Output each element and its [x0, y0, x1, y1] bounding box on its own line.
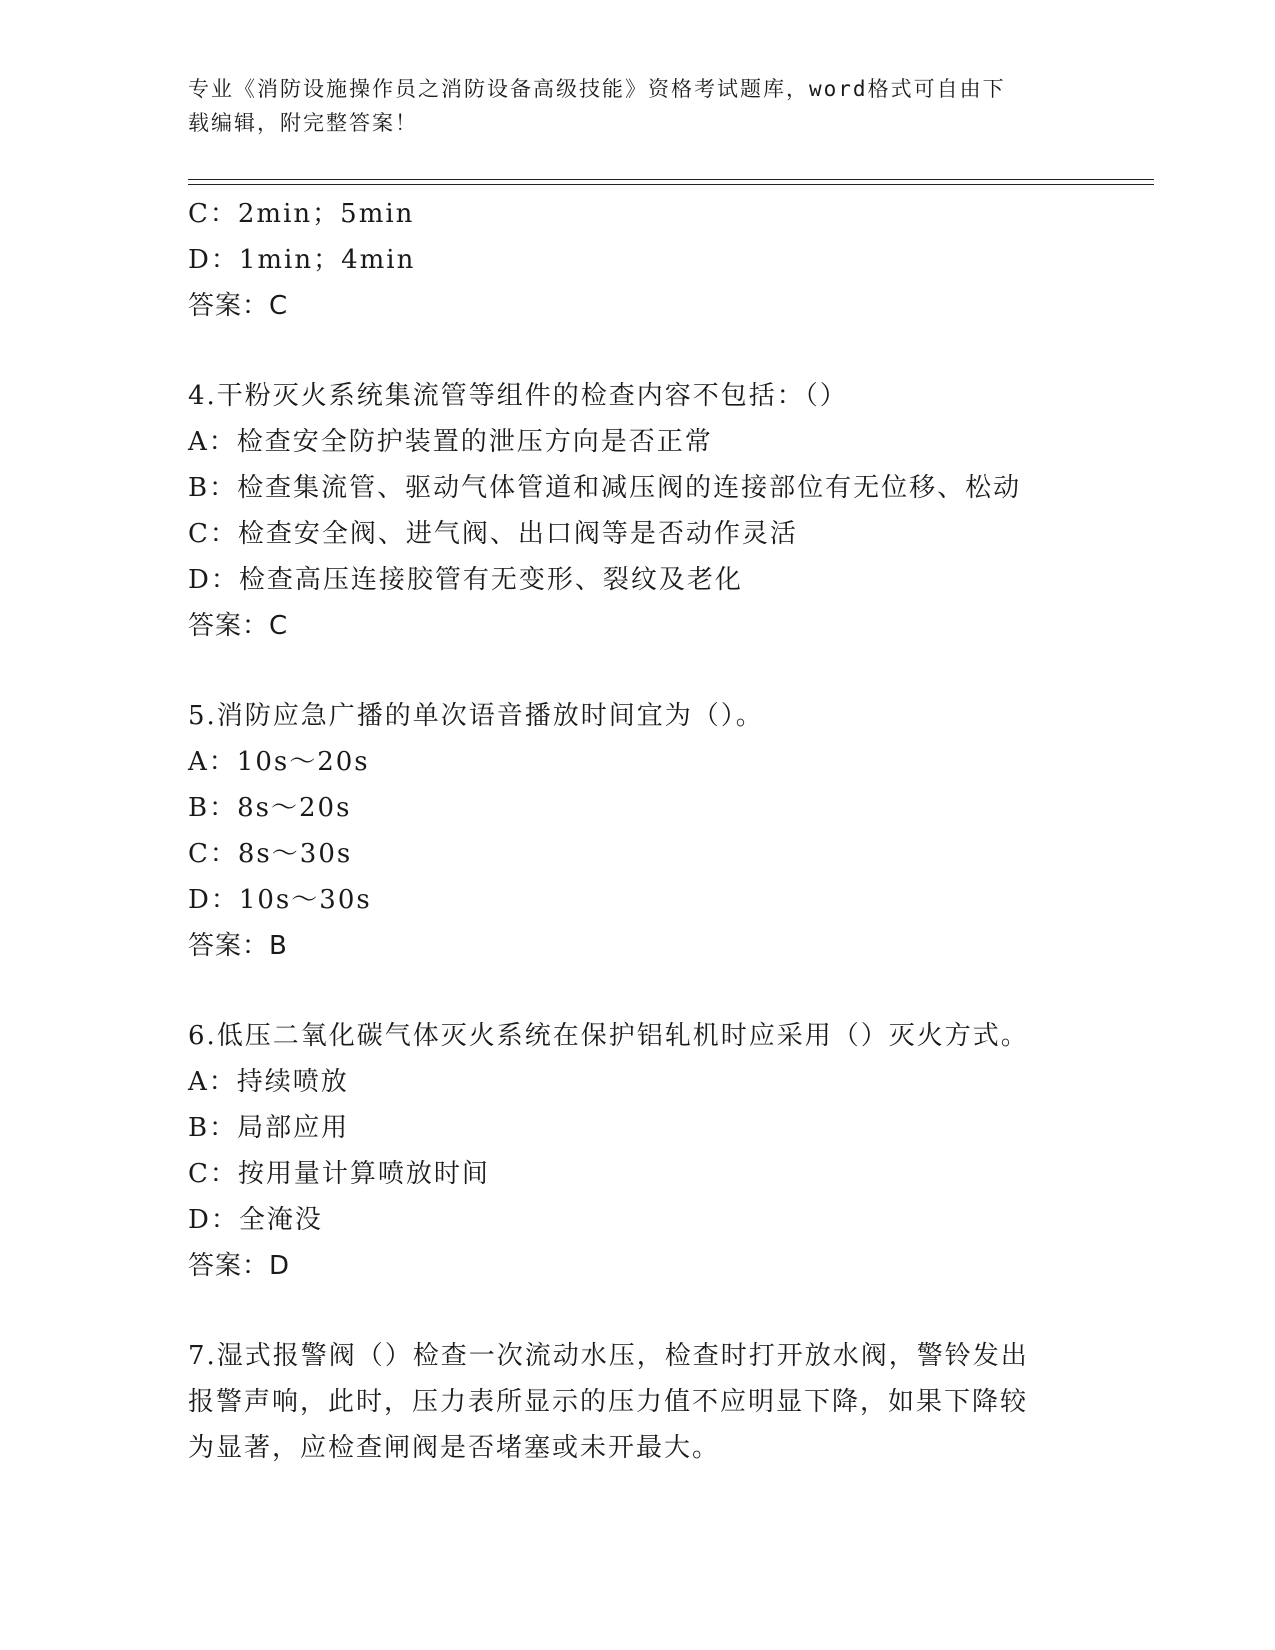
option-d: D：10s～30s — [188, 885, 372, 915]
header-line-2: 载编辑，附完整答案！ — [188, 111, 418, 135]
answer: 答案：B — [188, 931, 288, 961]
option-d: D：1min；4min — [188, 245, 416, 275]
option-a: A：检查安全防护装置的泄压方向是否正常 — [188, 427, 713, 457]
option-c: C：8s～30s — [188, 839, 353, 869]
question-7 — [188, 1333, 1088, 1471]
question-stem: 4.干粉灭火系统集流管等组件的检查内容不包括：（） — [188, 381, 848, 411]
option-d: D：全淹没 — [188, 1205, 323, 1235]
answer: 答案：D — [188, 1251, 291, 1281]
answer: 答案：C — [188, 291, 289, 321]
header-line-1: 专业《消防设施操作员之消防设备高级技能》资格考试题库，word格式可自由下 — [188, 77, 1006, 101]
document-header — [188, 72, 1088, 140]
question-3-tail — [188, 191, 1088, 329]
option-c: C：按用量计算喷放时间 — [188, 1159, 490, 1189]
option-a: A：10s～20s — [188, 747, 370, 777]
question-5 — [188, 693, 1088, 969]
question-list — [188, 191, 1088, 1471]
question-stem-line-1: 7.湿式报警阀（）检查一次流动水压，检查时打开放水阀，警铃发出 — [188, 1341, 1029, 1371]
option-a: A：持续喷放 — [188, 1067, 349, 1097]
option-b: B：检查集流管、驱动气体管道和减压阀的连接部位有无位移、松动 — [188, 473, 1022, 503]
question-stem: 5.消防应急广播的单次语音播放时间宜为（）。 — [188, 701, 764, 731]
option-b: B：8s～20s — [188, 793, 352, 823]
option-c: C：检查安全阀、进气阀、出口阀等是否动作灵活 — [188, 519, 798, 549]
option-b: B：局部应用 — [188, 1113, 350, 1143]
question-stem-line-2: 报警声响，此时，压力表所显示的压力值不应明显下降，如果下降较 — [188, 1387, 1029, 1417]
question-stem: 6.低压二氧化碳气体灭火系统在保护铝轧机时应采用（）灭火方式。 — [188, 1021, 1029, 1051]
question-stem-line-3: 为显著，应检查闸阀是否堵塞或未开最大。 — [188, 1433, 721, 1463]
answer: 答案：C — [188, 611, 289, 641]
question-6 — [188, 1013, 1088, 1289]
option-c: C：2min；5min — [188, 199, 415, 229]
header-divider-bottom — [188, 184, 1154, 185]
option-d: D：检查高压连接胶管有无变形、裂纹及老化 — [188, 565, 743, 595]
question-4 — [188, 373, 1088, 649]
header-divider-top — [188, 179, 1154, 180]
